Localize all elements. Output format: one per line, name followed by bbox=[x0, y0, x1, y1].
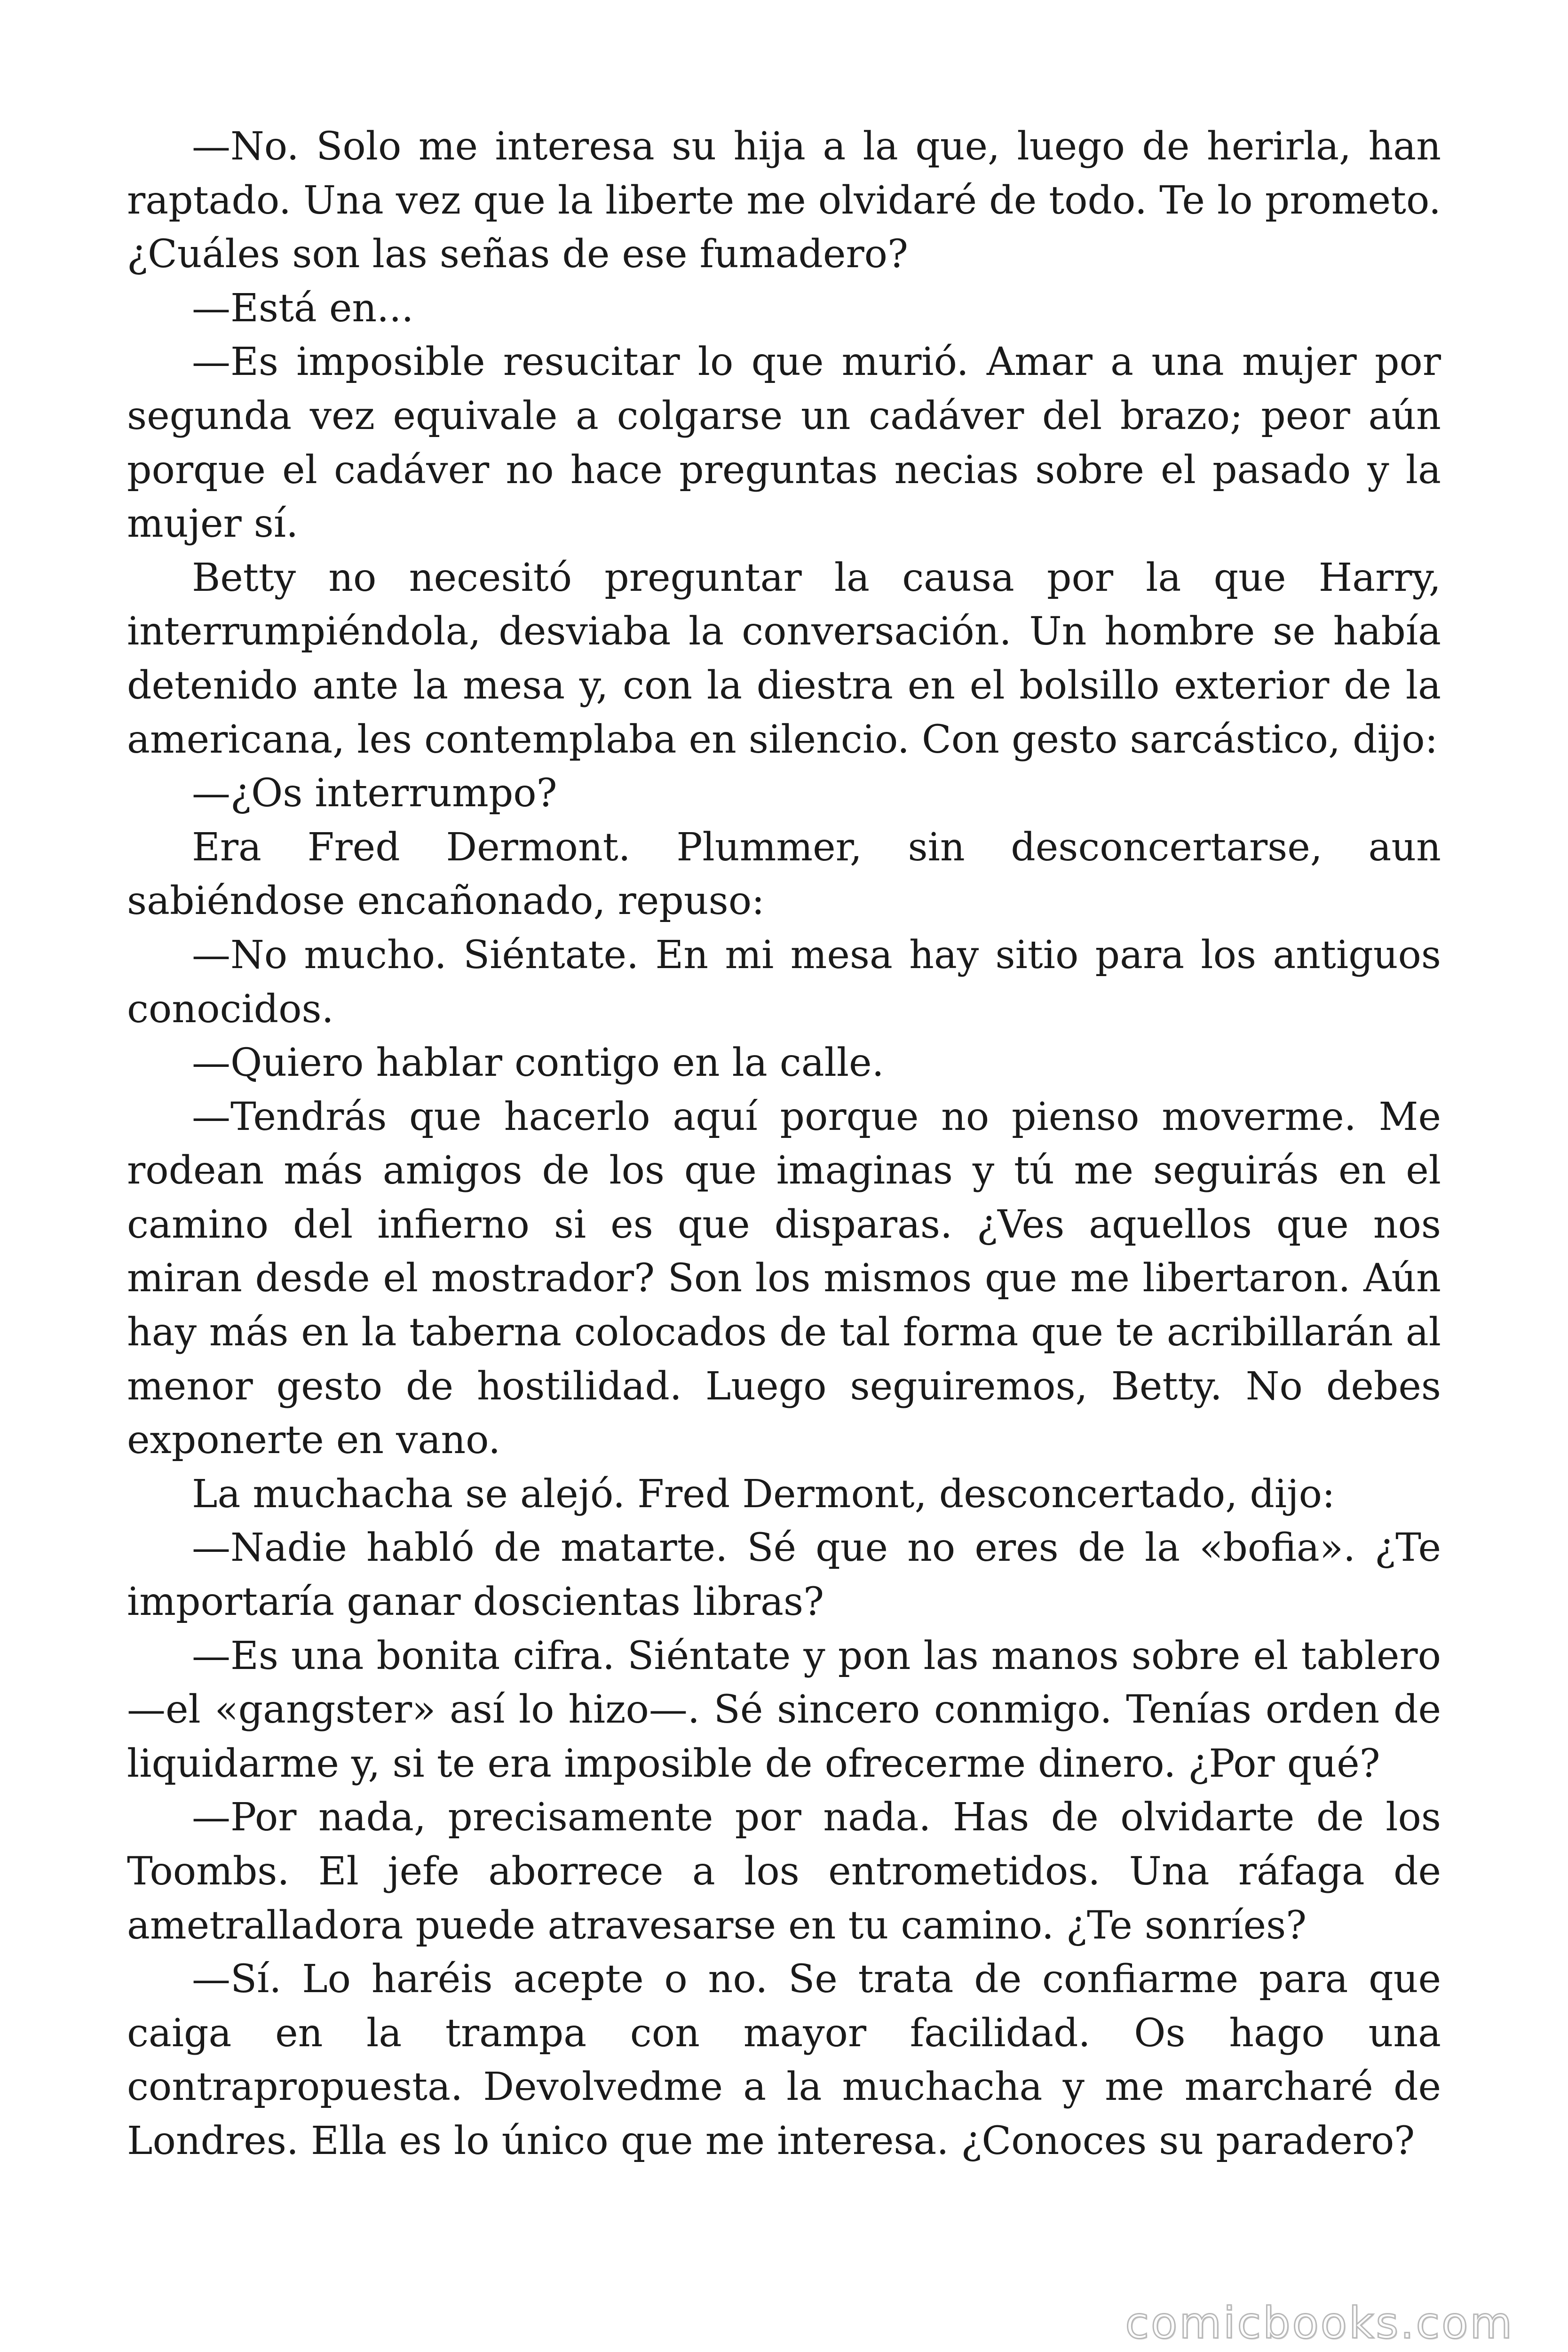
page-body bbox=[127, 120, 1441, 2169]
paragraph: La muchacha se alejó. Fred Dermont, desconcertado, dijo: bbox=[192, 1471, 1335, 1517]
paragraph: Era Fred Dermont. Plummer, sin desconcertarse, aun sabiéndose encañonado, repuso: bbox=[127, 825, 1441, 924]
paragraph: —¿Os interrumpo? bbox=[192, 771, 557, 816]
paragraph: —Tendrás que hacerlo aquí porque no pienso moverme. Me rodean más amigos de los que imaginas y tú me seguirás en el camino del infierno si es que disparas. ¿Ves aquellos que nos miran desde el mostrador? Son los mismos que me libertaron. Aún hay más en la taberna colocados de tal forma que te acribillarán al menor gesto de hostilidad. Luego seguiremos, Betty. No debes exponerte en vano. bbox=[127, 1094, 1441, 1463]
paragraph: —Está en... bbox=[192, 286, 414, 331]
paragraph: —No mucho. Siéntate. En mi mesa hay sitio para los antiguos conocidos. bbox=[127, 932, 1441, 1032]
paragraph: —No. Solo me interesa su hija a la que, luego de herirla, han raptado. Una vez que la liberte me olvidaré de todo. Te lo prometo. ¿Cuáles son las señas de ese fumadero? bbox=[127, 124, 1441, 277]
paragraph: —Es una bonita cifra. Siéntate y pon las manos sobre el tablero —el «gangster» así lo hizo—. Sé sincero conmigo. Tenías orden de liquidarme y, si te era imposible de ofrecerme dinero. ¿Por qué? bbox=[127, 1633, 1441, 1786]
watermark-logo: comicbooks.com bbox=[1125, 2298, 1514, 2348]
paragraph: —Nadie habló de matarte. Sé que no eres de la «bofia». ¿Te importaría ganar doscientas libras? bbox=[127, 1526, 1441, 1625]
paragraph: —Por nada, precisamente por nada. Has de olvidarte de los Toombs. El jefe aborrece a los entrometidos. Una ráfaga de ametralladora puede atravesarse en tu camino. ¿Te sonríes? bbox=[127, 1795, 1441, 1948]
paragraph: Betty no necesitó preguntar la causa por la que Harry, interrumpiéndola, desviaba la conversación. Un hombre se había detenido ante la mesa y, con la diestra en el bolsillo exterior de la americana, les contemplaba en silencio. Con gesto sarcástico, dijo: bbox=[127, 555, 1441, 762]
paragraph: —Quiero hablar contigo en la calle. bbox=[192, 1041, 884, 1086]
paragraph: —Sí. Lo haréis acepte o no. Se trata de confiarme para que caiga en la trampa con mayor facilidad. Os hago una contrapropuesta. Devolvedme a la muchacha y me marcharé de Londres. Ella es lo único que me interesa. ¿Conoces su paradero? bbox=[127, 1957, 1441, 2163]
paragraph: —Es imposible resucitar lo que murió. Amar a una mujer por segunda vez equivale a colgarse un cadáver del brazo; peor aún porque el cadáver no hace preguntas necias sobre el pasado y la mujer sí. bbox=[127, 340, 1441, 547]
